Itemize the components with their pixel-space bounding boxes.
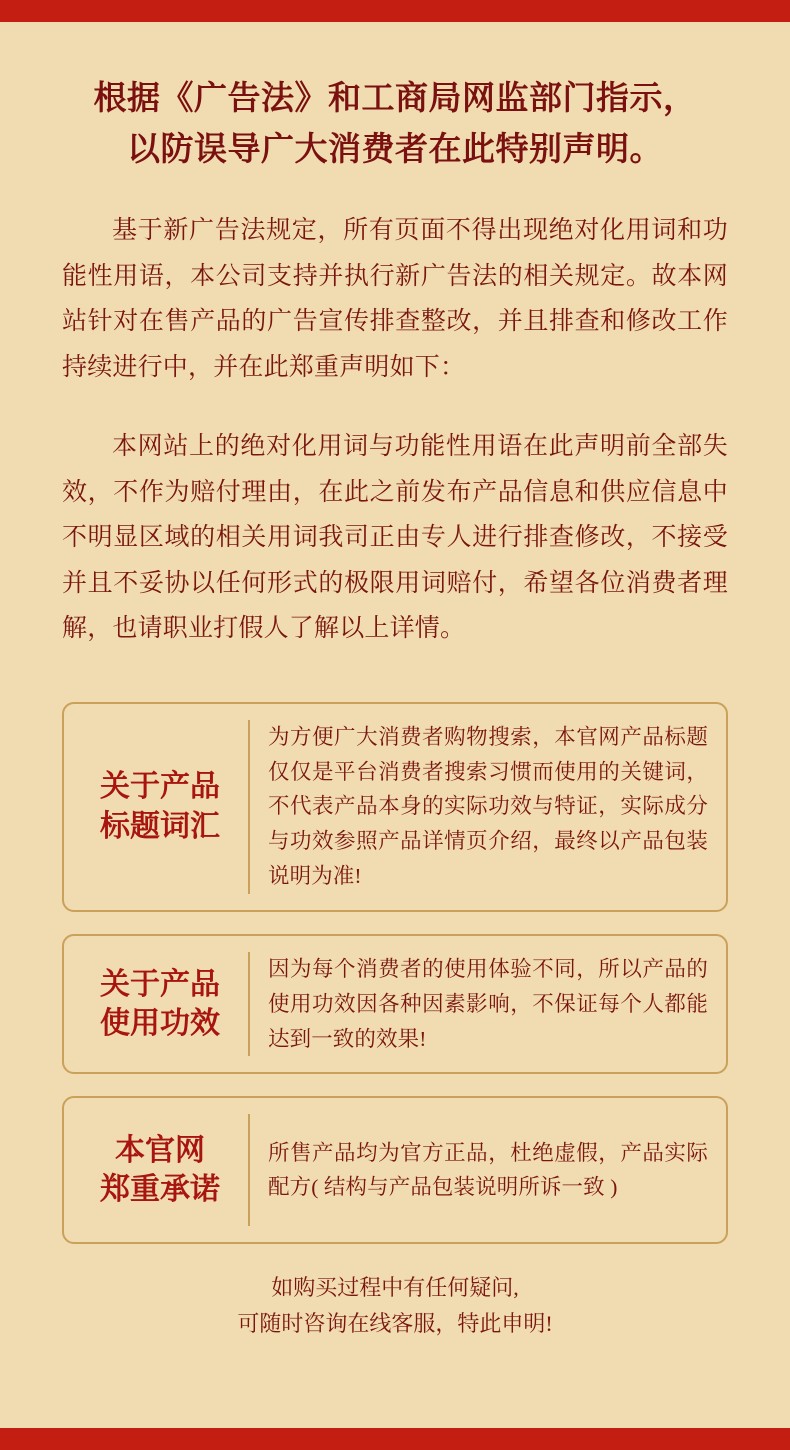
card-product-efficacy xyxy=(62,934,728,1074)
card-title-line-2: 郑重承诺 xyxy=(100,1173,220,1207)
card-body: 因为每个消费者的使用体验不同，所以产品的使用功效因各种因素影响，不保证每个人都能达到一致的效果! xyxy=(268,956,708,1051)
card-title xyxy=(82,1114,250,1226)
statement-paper xyxy=(0,22,790,1428)
footer-line-1: 如购买过程中有任何疑问, xyxy=(271,1275,519,1301)
card-title-line-2: 使用功效 xyxy=(100,1007,220,1041)
card-body: 所售产品均为官方正品，杜绝虚假，产品实际配方( 结构与产品包装说明所诉一致 ) xyxy=(268,1140,708,1200)
card-title xyxy=(82,952,250,1056)
footer-note xyxy=(62,1270,728,1340)
page-title-line-2: 以防误导广大消费者在此特别声明。 xyxy=(127,132,663,169)
card-product-title-wording xyxy=(62,702,728,912)
page-title-line-1: 根据《广告法》和工商局网监部门指示， xyxy=(93,81,697,117)
page-title xyxy=(62,22,728,176)
card-title-line-1: 关于产品 xyxy=(100,770,220,804)
statement-paragraph-1: 基于新广告法规定，所有页面不得出现绝对化用词和功能性用语，本公司支持并执行新广告法的相关规定。故本网站针对在售产品的广告宣传排查整改，并且排查和修改工作持续进行中，并在此郑重声明如下： xyxy=(62,217,728,381)
card-title-line-1: 关于产品 xyxy=(100,967,220,1001)
card-title xyxy=(82,720,250,894)
top-red-bar xyxy=(0,0,790,22)
card-title-line-1: 本官网 xyxy=(115,1133,205,1167)
statement-cards xyxy=(62,702,728,1245)
card-official-promise xyxy=(62,1096,728,1244)
card-body: 为方便广大消费者购物搜索，本官网产品标题仅仅是平台消费者搜索习惯而使用的关键词，不代表产品本身的实际功效与特证，实际成分与功效参照产品详情页介绍，最终以产品包装说明为准! xyxy=(268,724,708,889)
statement-paragraph-2: 本网站上的绝对化用词与功能性用语在此声明前全部失效，不作为赔付理由，在此之前发布产品信息和供应信息中不明显区域的相关用词我司正由专人进行排查修改，不接受并且不妥协以任何形式的极限用词赔付，希望各位消费者理解，也请职业打假人了解以上详情。 xyxy=(62,433,728,643)
footer-line-2: 可随时咨询在线客服，特此申明! xyxy=(237,1310,553,1336)
card-title-line-2: 标题词汇 xyxy=(100,809,220,843)
bottom-red-bar xyxy=(0,1428,790,1450)
